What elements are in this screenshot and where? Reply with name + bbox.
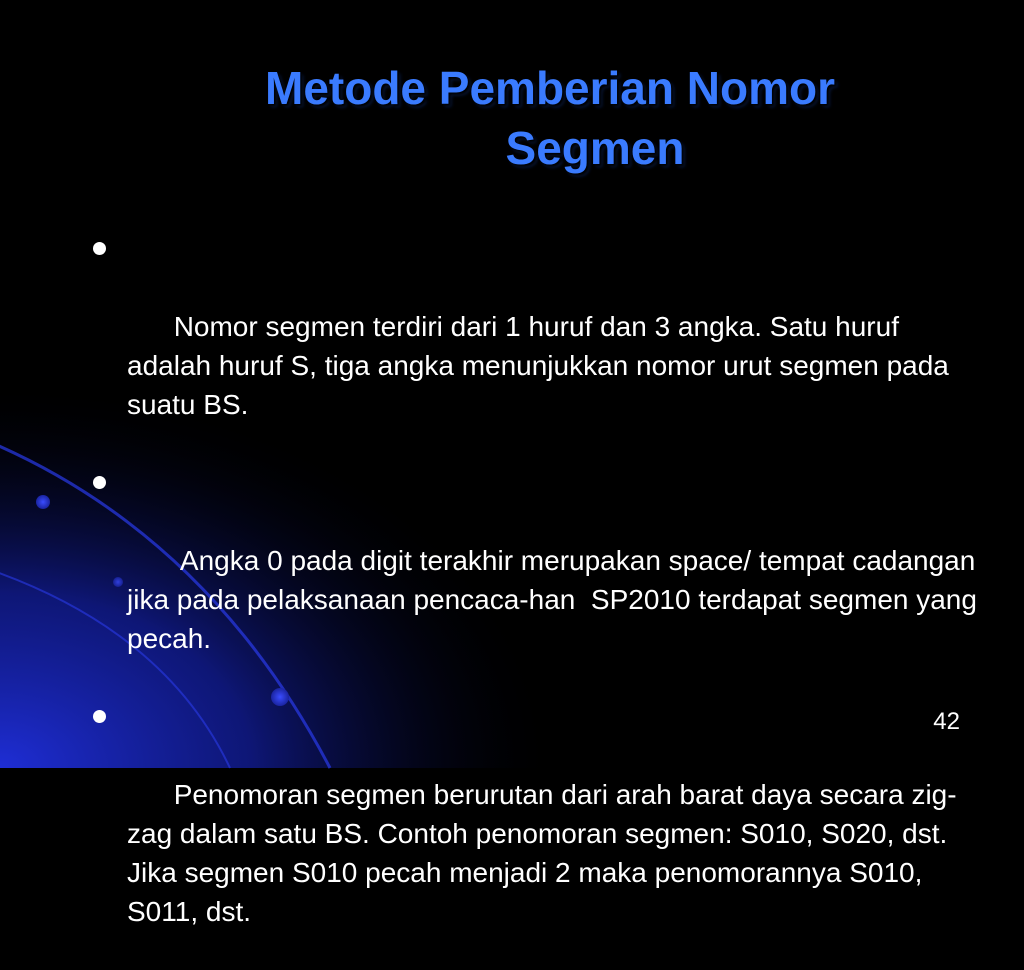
slide-title [150, 58, 950, 178]
bullet-item [90, 463, 985, 697]
bullet-item [90, 229, 977, 463]
page-number: 42 [933, 708, 960, 735]
bullet-item [90, 697, 977, 970]
bullet-text: Nomor segmen terdiri dari 1 huruf dan 3 angka. Satu huruf adalah huruf S, tiga angka menunjukkan nomor urut segmen pada suatu BS. [127, 311, 957, 420]
title-line-2: Segmen [505, 122, 685, 174]
title-line-1: Metode Pemberian Nomor [265, 62, 835, 114]
bullet-text: Penomoran segmen berurutan dari arah barat daya secara zig-zag dalam satu BS. Contoh penomoran segmen: S010, S020, dst. Jika segmen S010 pecah menjadi 2 maka penomorannya S010, S011, dst. [127, 779, 957, 927]
bullet-dot-icon [93, 242, 106, 255]
decor-dot-1 [36, 495, 50, 509]
bullet-dot-icon [93, 476, 106, 489]
bullet-dot-icon [93, 710, 106, 723]
bullet-list [90, 229, 990, 970]
bullet-text: Angka 0 pada digit terakhir merupakan space/ tempat cadangan jika pada pelaksanaan pencaca-han SP2010 terdapat segmen yang pecah. [127, 545, 985, 654]
